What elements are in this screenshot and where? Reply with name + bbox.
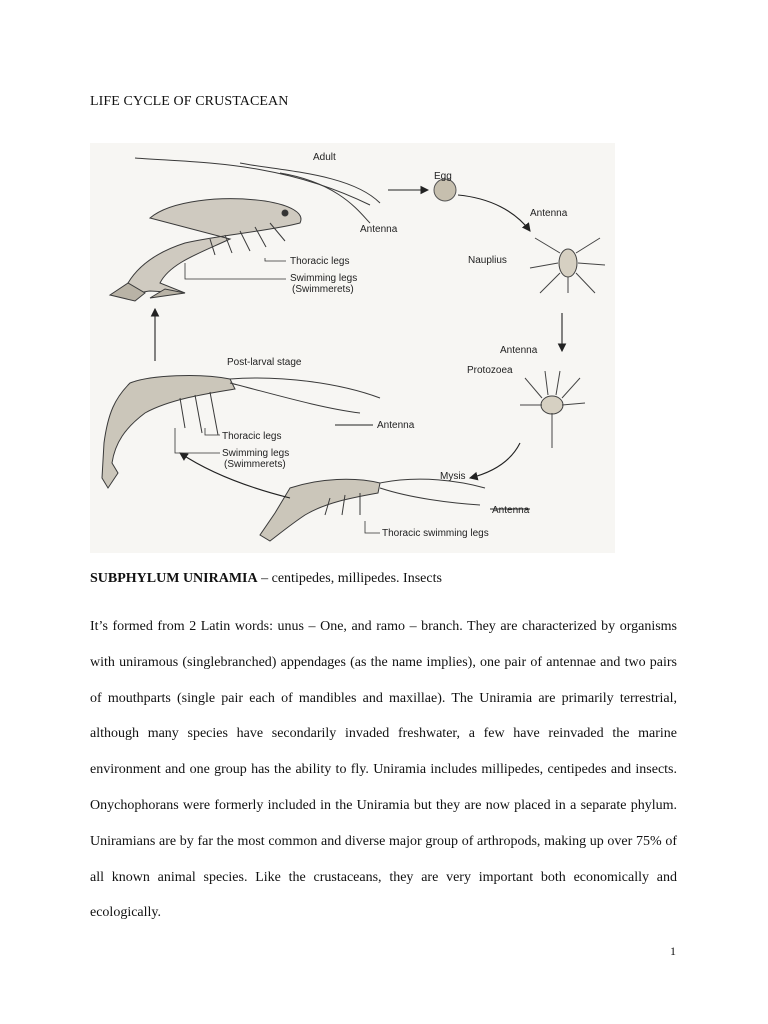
body-paragraph: It’s formed from 2 Latin words: unus – One, and ramo – branch. They are characterized by organisms with uniramous (singlebranched) appendages (as the name implies), one pair of antennae and two pairs of mouthparts (single pair each of mandibles and maxillae). The Uniramia are primarily terrestrial, although many species have secondarily invaded freshwater, a few have reinvaded the marine environment and one group has the ability to fly. Uniramia includes millipedes, centipedes and insects. Onychophorans were formerly included in the Uniramia but they are now placed in a separate phylum. Uniramians are by far the most common and diverse major group of arthropods, making up over 75% of all known animal species. Like the crustaceans, they are very important both economically and ecologically.: [90, 619, 677, 921]
label-adult: Adult: [313, 152, 336, 163]
label-protozoea: Protozoea: [467, 365, 513, 376]
label-post-larval: Post-larval stage: [227, 357, 302, 368]
page-number: 1: [670, 944, 676, 958]
label-swimmerets-adult: (Swimmerets): [292, 284, 354, 295]
label-antenna-protozoea: Antenna: [500, 345, 538, 356]
label-thoracic-legs-adult: Thoracic legs: [290, 256, 350, 267]
egg-illustration: [434, 179, 456, 201]
label-antenna-post-larval: Antenna: [377, 420, 415, 431]
label-antenna-mysis: Antenna: [492, 505, 530, 516]
label-thoracic-legs-post-larval: Thoracic legs: [222, 431, 282, 442]
section-heading-bold: SUBPHYLUM UNIRAMIA: [90, 571, 258, 586]
label-egg: Egg: [434, 171, 452, 182]
label-thoracic-swimming-legs: Thoracic swimming legs: [382, 528, 489, 539]
section-heading: [90, 571, 442, 587]
label-swimming-legs-adult: Swimming legs: [290, 273, 358, 284]
label-mysis: Mysis: [440, 471, 466, 482]
page-heading: LIFE CYCLE OF CRUSTACEAN: [90, 94, 289, 109]
label-antenna-adult: Antenna: [360, 224, 398, 235]
life-cycle-diagram: [90, 143, 615, 553]
life-cycle-figure: [90, 143, 615, 553]
label-nauplius: Nauplius: [468, 255, 507, 266]
label-antenna-nauplius: Antenna: [530, 208, 568, 219]
label-swimmerets-post-larval: (Swimmerets): [224, 459, 286, 470]
section-heading-rest: – centipedes, millipedes. Insects: [257, 571, 442, 586]
label-swimming-legs-post-larval: Swimming legs: [222, 448, 290, 459]
